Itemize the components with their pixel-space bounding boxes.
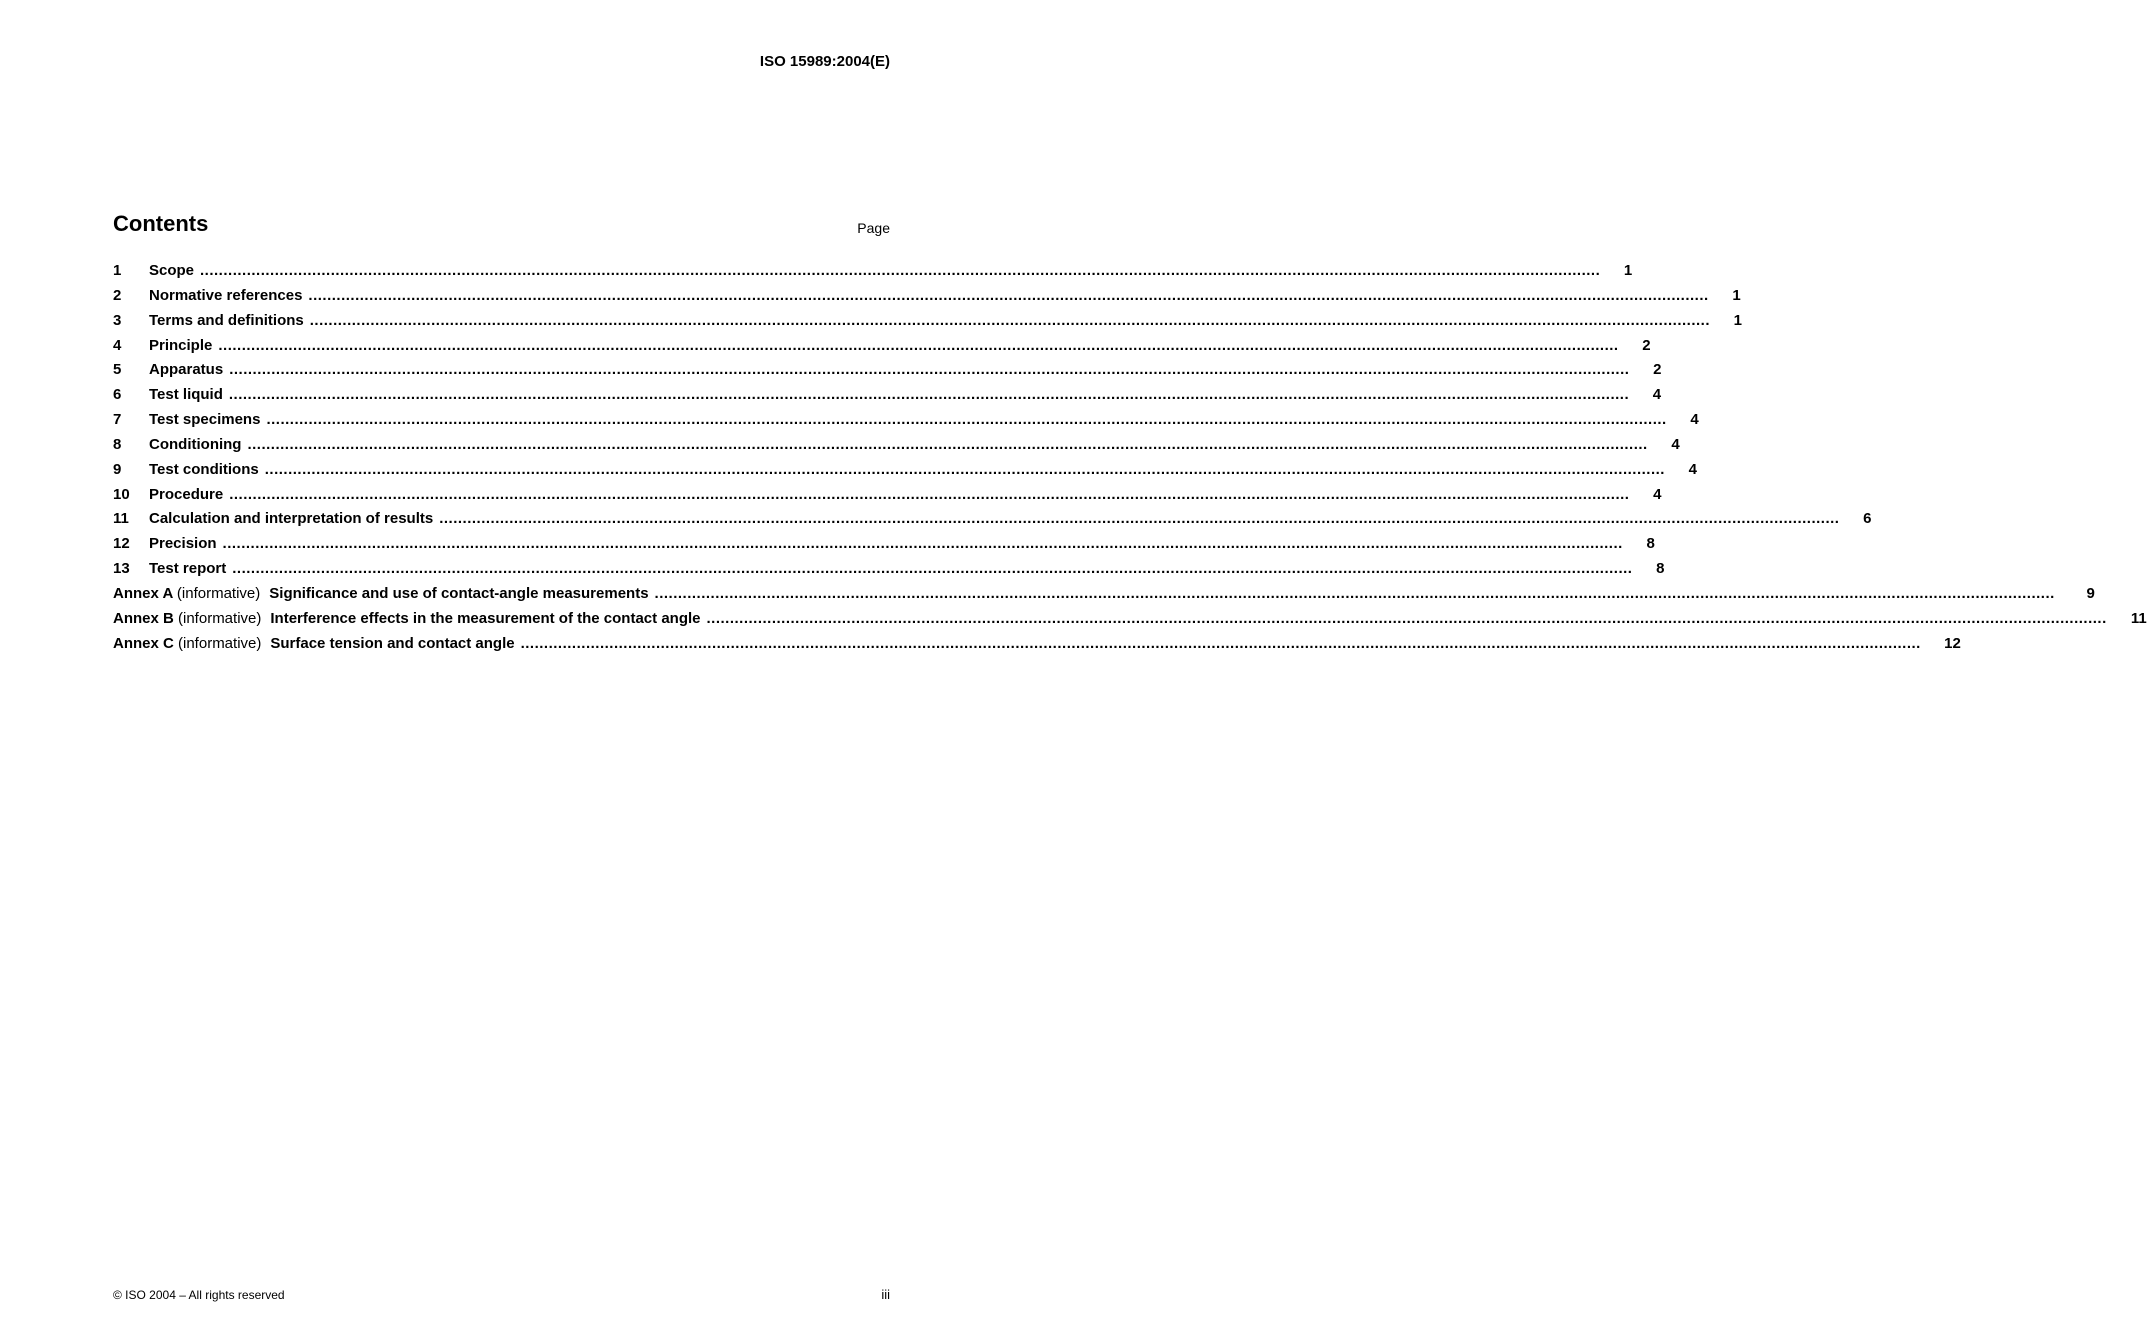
annex-title: Significance and use of contact-angle measurements [269, 584, 649, 602]
annex-prefix [113, 585, 260, 602]
toc-entry-number: 8 [113, 435, 122, 453]
toc-entry-page: 4 [1653, 485, 1662, 503]
dot-leader: ............................................................................................................................................................................................................................................................................................................ [308, 286, 1709, 304]
toc-entry-title: Procedure [149, 485, 224, 503]
document-id: ISO 15989:2004(E) [759, 53, 890, 70]
dot-leader: ............................................................................................................................................................................................................................................................................................................ [229, 361, 1630, 379]
toc-entry-page: 6 [1863, 510, 1872, 528]
toc-entry-page: 1 [1623, 262, 1633, 279]
toc-entry-13[interactable] [113, 560, 1665, 585]
toc-entry-title: Conditioning [149, 435, 242, 453]
annex-page: 9 [2086, 584, 2095, 602]
toc-entry-page: 4 [1690, 411, 1699, 429]
toc-entry-5[interactable] [113, 361, 1662, 386]
dot-leader: ............................................................................................................................................................................................................................................................................................................ [222, 535, 1623, 553]
toc-entry-12[interactable] [113, 535, 1655, 560]
toc-entry-page: 1 [1733, 311, 1742, 329]
toc-entry-title: Principle [149, 336, 213, 354]
toc-entry-1[interactable] [113, 262, 1633, 287]
toc-entry-3[interactable] [113, 311, 1742, 337]
toc-entry-number: 5 [113, 361, 122, 379]
copyright-notice: © ISO 2004 – All rights reserved [113, 1288, 285, 1302]
toc-entry-page: 8 [1646, 535, 1655, 553]
dot-leader: ............................................................................................................................................................................................................................................................................................................ [266, 411, 1667, 429]
annex-title: Surface tension and contact angle [270, 634, 515, 652]
toc-entry-8[interactable] [113, 435, 1680, 461]
annex-type: (informative) [176, 584, 261, 602]
toc-entry-number: 3 [113, 311, 122, 329]
toc-entry-number: 9 [113, 460, 122, 478]
toc-entry-10[interactable] [113, 485, 1662, 511]
toc-entry-number: 1 [113, 262, 122, 279]
annex-label: Annex A [113, 584, 173, 602]
toc-entry-title: Test specimens [149, 411, 261, 429]
dot-leader: ............................................................................................................................................................................................................................................................................................................ [200, 262, 1601, 279]
toc-entry-title: Scope [149, 262, 195, 279]
dot-leader: ............................................................................................................................................................................................................................................................................................................ [520, 634, 1921, 652]
toc-entry-7[interactable] [113, 411, 1699, 436]
toc-entry-page: 4 [1688, 460, 1697, 478]
annex-prefix [113, 635, 261, 652]
toc-entry-title: Test liquid [149, 386, 223, 404]
toc-entry-page: 4 [1652, 386, 1662, 404]
page-column-label: Page [857, 220, 890, 236]
toc-entry-number: 13 [113, 560, 130, 578]
toc-entry-title: Apparatus [149, 361, 224, 379]
dot-leader: ............................................................................................................................................................................................................................................................................................................ [229, 485, 1630, 503]
toc-annex-b[interactable] [113, 609, 2147, 635]
page-number: iii [881, 1287, 890, 1302]
annex-title: Interference effects in the measurement of the contact angle [270, 609, 701, 627]
toc-entry-page: 2 [1653, 361, 1662, 379]
annex-label: Annex C [113, 634, 174, 652]
dot-leader: ............................................................................................................................................................................................................................................................................................................ [218, 336, 1619, 354]
toc-entry-number: 12 [113, 535, 130, 553]
dot-leader: ............................................................................................................................................................................................................................................................................................................ [654, 584, 2055, 602]
toc-entry-number: 2 [113, 286, 122, 304]
dot-leader: ............................................................................................................................................................................................................................................................................................................ [439, 510, 1840, 528]
toc-entry-number: 7 [113, 411, 122, 429]
dot-leader: ............................................................................................................................................................................................................................................................................................................ [228, 386, 1630, 404]
toc-entry-title: Calculation and interpretation of results [149, 510, 434, 528]
toc-annex-c[interactable] [113, 634, 1961, 660]
toc-annex-a[interactable] [113, 584, 2095, 610]
toc-entry-page: 1 [1732, 286, 1741, 304]
dot-leader: ............................................................................................................................................................................................................................................................................................................ [264, 460, 1665, 478]
toc-entry-6[interactable] [113, 386, 1662, 411]
contents-heading: Contents [113, 211, 209, 236]
annex-label: Annex B [113, 609, 174, 627]
toc-entry-title: Precision [149, 535, 217, 553]
toc-entry-number: 11 [113, 510, 129, 528]
toc-entry-title: Terms and definitions [149, 311, 304, 329]
toc-entry-page: 8 [1656, 560, 1665, 578]
toc-entry-number: 4 [113, 336, 122, 354]
toc-entry-2[interactable] [113, 286, 1741, 312]
toc-entry-title: Test conditions [149, 460, 259, 478]
toc-entry-title: Test report [149, 560, 227, 578]
toc-entry-11[interactable] [113, 510, 1872, 535]
table-of-contents [113, 262, 2147, 660]
dot-leader: ............................................................................................................................................................................................................................................................................................................ [706, 609, 2107, 627]
annex-prefix [113, 610, 261, 627]
dot-leader: ............................................................................................................................................................................................................................................................................................................ [232, 560, 1633, 578]
annex-page: 11 [2130, 609, 2147, 627]
toc-entry-page: 4 [1671, 435, 1680, 453]
annex-type: (informative) [178, 634, 262, 652]
annex-type: (informative) [178, 609, 262, 627]
annex-page: 12 [1944, 634, 1961, 652]
toc-entry-title: Normative references [149, 286, 303, 304]
toc-entry-4[interactable] [113, 336, 1651, 362]
toc-entry-number: 10 [113, 485, 130, 503]
dot-leader: ............................................................................................................................................................................................................................................................................................................ [309, 311, 1710, 329]
toc-entry-9[interactable] [113, 460, 1697, 486]
toc-entry-page: 2 [1642, 336, 1651, 354]
dot-leader: ............................................................................................................................................................................................................................................................................................................ [247, 435, 1648, 453]
toc-entry-number: 6 [113, 386, 122, 404]
